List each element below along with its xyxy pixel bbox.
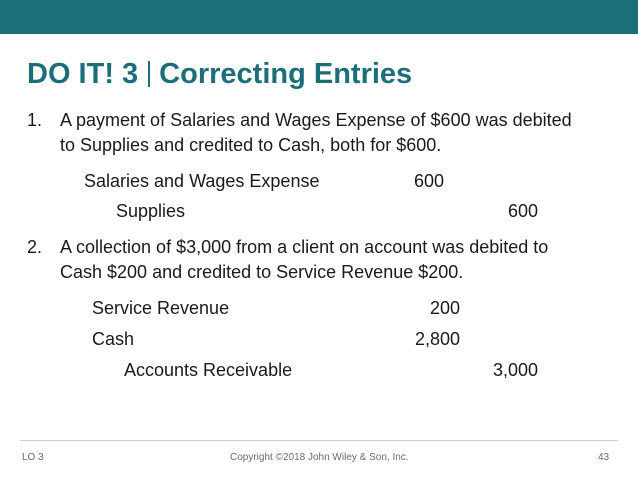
title-separator (148, 61, 150, 87)
title-main: Correcting Entries (159, 58, 413, 90)
footer-copyright: Copyright ©2018 John Wiley & Son, Inc. (230, 452, 409, 463)
item-text-line1: A payment of Salaries and Wages Expense of $600 was debited (60, 110, 572, 130)
title-prefix: DO IT! 3 (27, 58, 139, 90)
footer-learning-objective: LO 3 (22, 452, 44, 463)
entry-account-debit: Cash (92, 329, 135, 349)
entry-account-credit: Accounts Receivable (124, 360, 293, 380)
footer-page-number: 43 (598, 452, 610, 463)
entry-account-debit: Service Revenue (92, 298, 230, 318)
entry-account-debit: Salaries and Wages Expense (84, 171, 320, 191)
top-banner (0, 0, 638, 34)
footer-divider (20, 440, 618, 441)
item-text-line2: to Supplies and credited to Cash, both for $600. (60, 135, 442, 155)
item-number: 1. (27, 110, 43, 130)
entry-credit-amount: 3,000 (492, 360, 538, 380)
entry-debit-amount: 200 (429, 298, 460, 318)
entry-debit-amount: 2,800 (414, 329, 460, 349)
entry-debit-amount: 600 (413, 171, 444, 191)
item-text-line1: A collection of $3,000 from a client on account was debited to (60, 237, 549, 257)
entry-account-credit: Supplies (116, 201, 186, 221)
item-number: 2. (27, 237, 43, 257)
entry-credit-amount: 600 (507, 201, 538, 221)
slide-title (27, 56, 412, 92)
item-text-line2: Cash $200 and credited to Service Revenue $200. (60, 262, 464, 282)
